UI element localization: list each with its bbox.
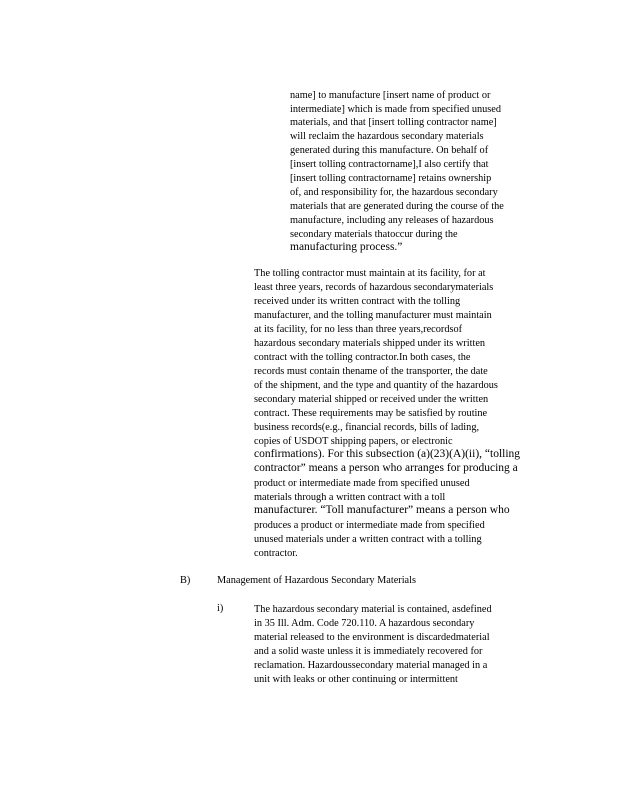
paragraph-line: manufacturer. “Toll manufacturer” means a person who — [254, 504, 510, 516]
quote-line: will reclaim the hazardous secondary materials — [290, 131, 484, 142]
item-line: material released to the environment is discardedmaterial — [254, 632, 490, 643]
paragraph-line: least three years, records of hazardous secondarymaterials — [254, 282, 494, 293]
quote-line: generated during this manufacture. On behalf of — [290, 145, 489, 156]
quote-line: secondary materials thatoccur during the — [290, 229, 458, 240]
quote-line: materials, and that [insert tolling contractor name] — [290, 117, 497, 128]
paragraph-line: materials through a written contract with a toll — [254, 492, 446, 503]
paragraph-line: product or intermediate made from specified unused — [254, 478, 470, 489]
section-label: B) — [180, 575, 191, 586]
quote-line: name] to manufacture [insert name of product or — [290, 90, 491, 101]
quote-line: materials that are generated during the course of the — [290, 201, 504, 212]
item-line: reclamation. Hazardoussecondary material managed in a — [254, 660, 488, 671]
paragraph-line: manufacturer, and the tolling manufacturer must maintain — [254, 310, 492, 321]
quote-line: manufacturing process.” — [290, 241, 403, 253]
paragraph-line: at its facility, for no less than three years,recordsof — [254, 324, 463, 335]
paragraph-line: The tolling contractor must maintain at its facility, for at — [254, 268, 486, 279]
paragraph-line: secondary material shipped or received under the written — [254, 394, 489, 405]
paragraph-line: business records(e.g., financial records, bills of lading, — [254, 422, 480, 433]
item-label: i) — [217, 603, 224, 614]
quote-line: intermediate] which is made from specified unused — [290, 104, 502, 115]
paragraph-line: contractor. — [254, 548, 298, 559]
quote-line: of, and responsibility for, the hazardous secondary — [290, 187, 498, 198]
section-heading-text: Management of Hazardous Secondary Materials — [217, 575, 416, 586]
item-line: The hazardous secondary material is contained, asdefined — [254, 604, 492, 615]
paragraph-line: contract. These requirements may be satisfied by routine — [254, 408, 488, 419]
paragraph-line: received under its written contract with the tolling — [254, 296, 461, 307]
paragraph-line: contractor” means a person who arranges for producing a — [254, 462, 518, 474]
item-line: and a solid waste unless it is immediately recovered for — [254, 646, 483, 657]
paragraph-line: confirmations). For this subsection (a)(23)(A)(ii), “tolling — [254, 448, 521, 460]
quote-line: [insert tolling contractorname],I also certify that — [290, 159, 489, 170]
quote-line: manufacture, including any releases of hazardous — [290, 215, 494, 226]
paragraph-line: contract with the tolling contractor.In both cases, the — [254, 352, 471, 363]
paragraph-line: hazardous secondary materials shipped under its written — [254, 338, 486, 349]
quote-line: [insert tolling contractorname] retains ownership — [290, 173, 492, 184]
paragraph-line: copies of USDOT shipping papers, or electronic — [254, 436, 453, 447]
paragraph-line: of the shipment, and the type and quantity of the hazardous — [254, 380, 498, 391]
paragraph-line: unused materials under a written contract with a tolling — [254, 534, 482, 545]
item-line: in 35 Ill. Adm. Code 720.110. A hazardous secondary — [254, 618, 475, 629]
item-line: unit with leaks or other continuing or intermittent — [254, 674, 458, 685]
paragraph-line: records must contain thename of the transporter, the date — [254, 366, 488, 377]
paragraph-line: produces a product or intermediate made from specified — [254, 520, 485, 531]
